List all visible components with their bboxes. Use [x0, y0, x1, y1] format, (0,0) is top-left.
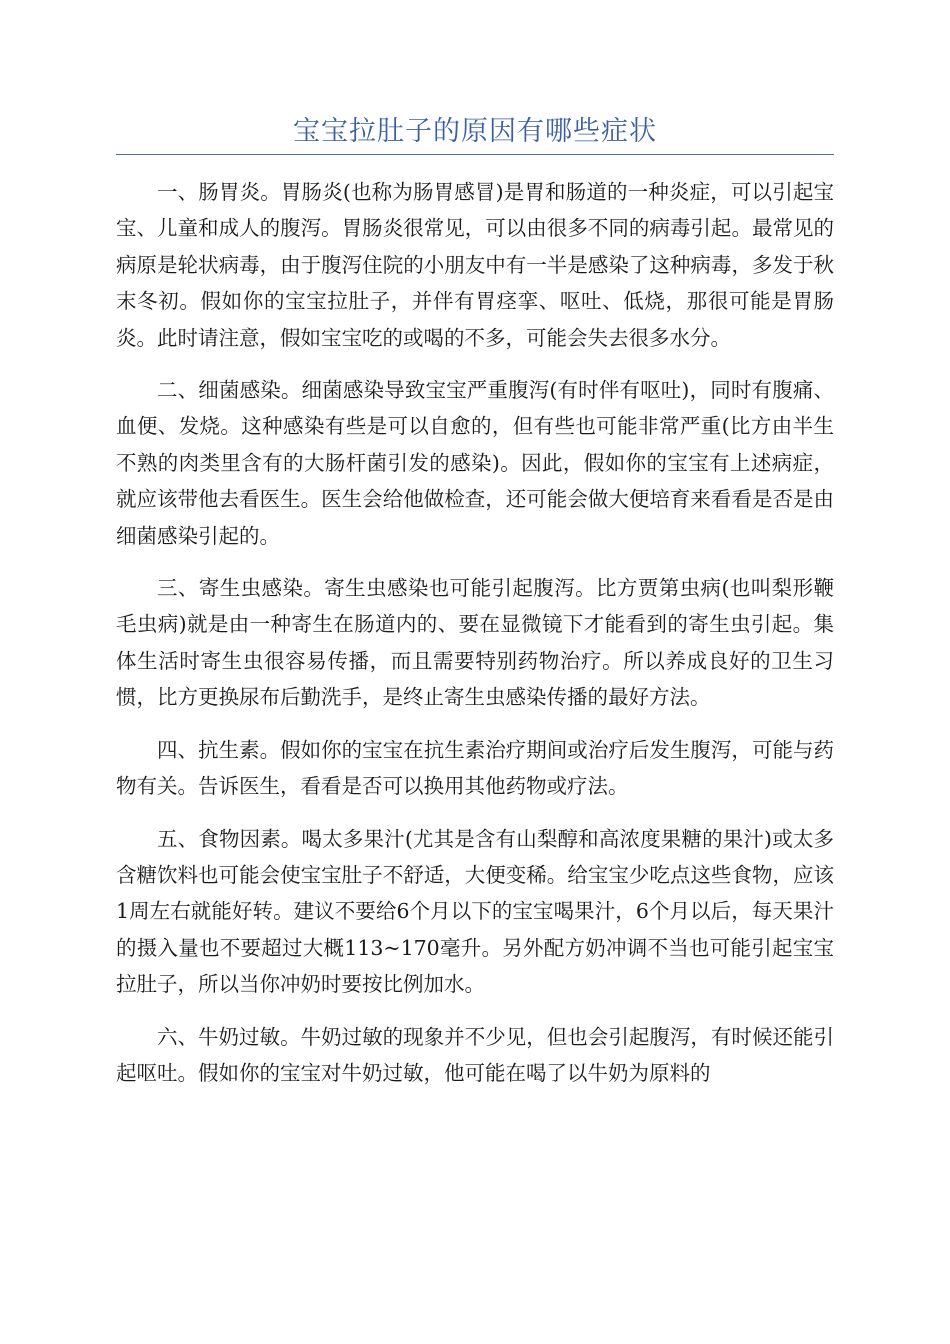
document-body	[116, 174, 834, 1107]
document-title: 宝宝拉肚子的原因有哪些症状	[293, 116, 657, 147]
paragraph-parasite-infection: 三、寄生虫感染。寄生虫感染也可能引起腹泻。比方贾第虫病(也叫梨形鞭毛虫病)就是由一种寄生在肠道内的、要在显微镜下才能看到的寄生虫引起。集体生活时寄生虫很容易传播，而且需要特别药物治疗。所以养成良好的卫生习惯，比方更换尿布后勤洗手，是终止寄生虫感染传播的最好方法。	[116, 576, 834, 710]
title-underline	[116, 154, 834, 155]
paragraph-food-factors: 五、食物因素。喝太多果汁(尤其是含有山梨醇和高浓度果糖的果汁)或太多含糖饮料也可能会使宝宝肚子不舒适，大便变稀。给宝宝少吃点这些食物，应该1周左右就能好转。建议不要给6个月以下的宝宝喝果汁，6个月以后，每天果汁的摄入量也不要超过大概113~170毫升。另外配方奶冲调不当也可能引起宝宝拉肚子，所以当你冲奶时要按比例加水。	[116, 826, 834, 997]
paragraph-milk-allergy: 六、牛奶过敏。牛奶过敏的现象并不少见，但也会引起腹泻，有时候还能引起呕吐。假如你的宝宝对牛奶过敏，他可能在喝了以牛奶为原料的	[116, 1024, 834, 1085]
paragraph-antibiotics: 四、抗生素。假如你的宝宝在抗生素治疗期间或治疗后发生腹泻，可能与药物有关。告诉医生，看看是否可以换用其他药物或疗法。	[116, 737, 834, 799]
paragraph-bacterial-infection: 二、细菌感染。细菌感染导致宝宝严重腹泻(有时伴有呕吐)，同时有腹痛、血便、发烧。这种感染有些是可以自愈的，但有些也可能非常严重(比方由半生不熟的肉类里含有的大肠杆菌引发的感染)。因此，假如你的宝宝有上述病症，就应该带他去看医生。医生会给他做检查，还可能会做大便培育来看看是否是由细菌感染引起的。	[116, 378, 834, 548]
paragraph-gastroenteritis: 一、肠胃炎。胃肠炎(也称为肠胃感冒)是胃和肠道的一种炎症，可以引起宝宝、儿童和成人的腹泻。胃肠炎很常见，可以由很多不同的病毒引起。最常见的病原是轮状病毒，由于腹泻住院的小朋友中有一半是感染了这种病毒，多发于秋末冬初。假如你的宝宝拉肚子，并伴有胃痉挛、呕吐、低烧，那很可能是胃肠炎。此时请注意，假如宝宝吃的或喝的不多，可能会失去很多水分。	[116, 180, 834, 350]
